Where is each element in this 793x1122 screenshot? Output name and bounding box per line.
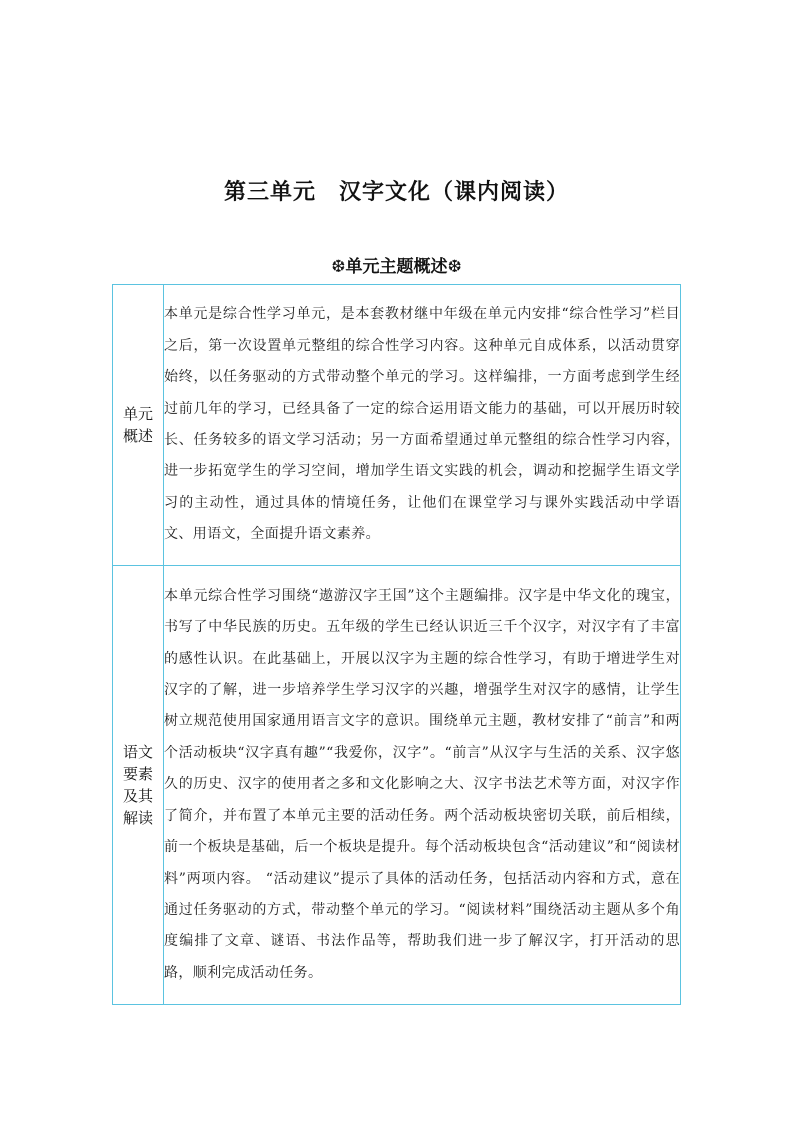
row-label-cell <box>113 285 164 566</box>
table-row <box>113 285 681 566</box>
row-label-language-elements: 语文要素及其解读 <box>122 743 153 827</box>
row-text-language-elements: 本单元综合性学习围绕“遨游汉字王国”这个主题编排。汉字是中华文化的瑰宝，书写了中华民族的历史。五年级的学生已经认识近三千个汉字，对汉字有了丰富的感性认识。在此基础上，开展以汉字为主题的综合性学习，有助于增进学生对汉字的了解，进一步培养学生学习汉字的兴趣，增强学生对汉字的感情，让学生树立规范使用国家通用语言文字的意识。围绕单元主题，教材安排了“前言”和两个活动板块“汉字真有趣”“我爱你，汉字”。“前言”从汉字与生活的关系、汉字悠久的历史、汉字的使用者之多和文化影响之大、汉字书法艺术等方面，对汉字作了简介，并布置了本单元主要的活动任务。两个活动板块密切关联，前后相续，前一个板块是基础，后一个板块是提升。每个活动板块包含“活动建议”和“阅读材料”两项内容。 “活动建议”提示了具体的活动任务，包括活动内容和方式，意在通过任务驱动的方式，带动整个单元的学习。“阅读材料”围绕活动主题从多个角度编排了文章、谜语、书法作品等，帮助我们进一步了解汉字，打开活动的思路，顺利完成活动任务。 <box>164 566 681 1005</box>
unit-overview-table <box>112 284 681 1005</box>
table-row <box>113 566 681 1005</box>
section-heading: ❆单元主题概述❆ <box>331 257 462 277</box>
row-label-unit-overview: 单元概述 <box>122 405 153 445</box>
row-text-unit-overview: 本单元是综合性学习单元，是本套教材继中年级在单元内安排“综合性学习”栏目之后，第一次设置单元整组的综合性学习内容。这种单元自成体系，以活动贯穿始终，以任务驱动的方式带动整个单元的学习。这样编排，一方面考虑到学生经过前几年的学习，已经具备了一定的综合运用语文能力的基础，可以开展历时较长、任务较多的语文学习活动；另一方面希望通过单元整组的综合性学习内容，进一步拓宽学生的学习空间，增加学生语文实践的机会，调动和挖掘学生语文学习的主动性，通过具体的情境任务，让他们在课堂学习与课外实践活动中学语文、用语文，全面提升语文素养。 <box>164 285 681 566</box>
page-title: 第三单元 汉字文化（课内阅读） <box>223 179 569 205</box>
row-label-cell <box>113 566 164 1005</box>
